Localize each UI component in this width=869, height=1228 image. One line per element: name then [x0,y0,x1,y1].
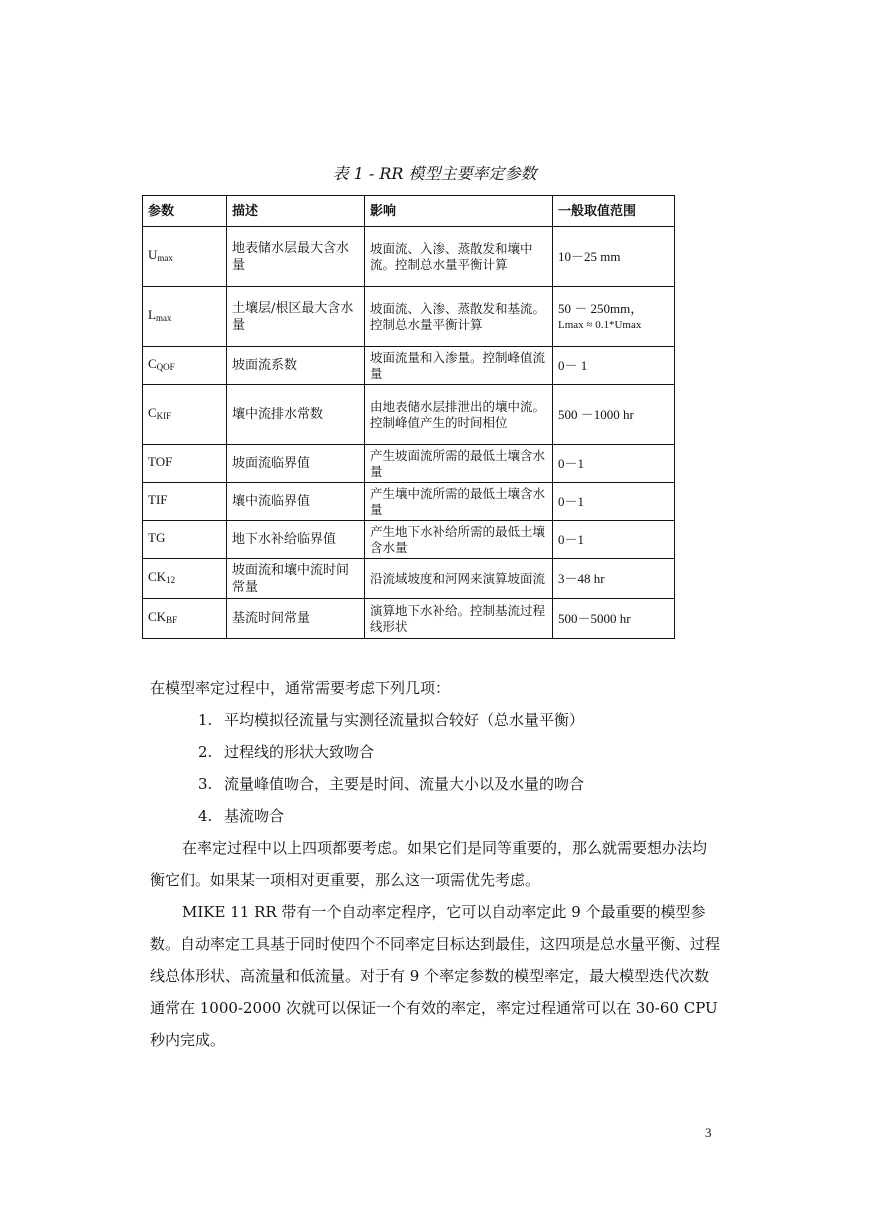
table-row [143,559,675,599]
range-cell [553,445,675,483]
list-number: 2. [198,743,213,761]
param-cell [143,483,227,521]
desc-cell: 坡面流和壤中流时间常量 [227,559,365,599]
range-value: 500 －1000 hr [558,407,634,422]
table-row [143,227,675,287]
table-row [143,385,675,445]
range-note: Lmax ≈ 0.1*Umax [558,318,642,331]
intro-text: 在模型率定过程中，通常需要考虑下列几项： [150,679,451,697]
table-row [143,521,675,559]
range-value: 3－48 hr [558,571,605,586]
range-cell [553,599,675,639]
range-value: 0－1 [558,494,585,509]
effect-cell: 坡面流量和入渗量。控制峰值流量 [365,347,553,385]
param-cell [143,287,227,347]
effect-cell: 演算地下水补给。控制基流过程线形状 [365,599,553,639]
param-symbol: U [148,247,158,262]
list-number: 4. [198,807,213,825]
param-subscript: max [157,253,173,263]
range-value: 10－25 mm [558,249,621,264]
desc-cell: 基流时间常量 [227,599,365,639]
param-symbol: CK [148,609,167,624]
param-cell [143,227,227,287]
header-param: 参数 [143,196,227,227]
range-cell [553,287,675,347]
effect-cell: 产生坡面流所需的最低土壤含水量 [365,445,553,483]
param-subscript: 12 [166,575,176,585]
range-value: 0－1 [558,456,585,471]
desc-cell: 土壤层/根区最大含水量 [227,287,365,347]
range-cell [553,227,675,287]
range-value: 50 － 250mm， [558,300,644,316]
list-text: 基流吻合 [224,807,285,825]
param-subscript: QOF [156,362,175,372]
effect-cell: 沿流域坡度和河网来演算坡面流 [365,559,553,599]
header-effect: 影响 [365,196,553,227]
table-row [143,483,675,521]
param-cell [143,559,227,599]
table-caption: 表 1 - RR 模型主要率定参数 [332,164,537,183]
list-text: 平均模拟径流量与实测径流量拟合较好（总水量平衡） [224,711,585,729]
param-cell [143,445,227,483]
param-subscript: max [155,313,172,323]
desc-cell: 壤中流临界值 [227,483,365,521]
table-row [143,445,675,483]
paragraph-autocalibration: MIKE 11 RR 带有一个自动率定程序，它可以自动率定此 9 个最重要的模型参数。自动率定工具基于同时使四个不同率定目标达到最佳，这四项是总水量平衡、过程线总体形状、高流量和低流量。对于有 9 个率定参数的模型率定，最大模型迭代次数通常在 1000-2000 次就可以保证一个有效的率定，率定过程通常可以在 30-60 CPU 秒内完成。 [150,903,721,1049]
param-symbol: L [148,307,156,322]
effect-cell: 坡面流、入渗、蒸散发和基流。控制总水量平衡计算 [365,287,553,347]
table-row [143,599,675,639]
desc-cell: 地下水补给临界值 [227,521,365,559]
range-value: 500－5000 hr [558,611,631,626]
range-cell [553,559,675,599]
list-number: 1. [198,711,213,729]
list-number: 3. [198,775,213,793]
param-cell [143,347,227,385]
table-row [143,347,675,385]
param-subscript: KIF [156,411,172,421]
list-item [198,800,284,832]
effect-cell: 产生壤中流所需的最低土壤含水量 [365,483,553,521]
param-symbol: TIF [148,492,168,507]
desc-cell: 地表储水层最大含水量 [227,227,365,287]
range-cell [553,521,675,559]
table-header-row [143,196,675,227]
param-cell [143,385,227,445]
list-text: 过程线的形状大致吻合 [224,743,375,761]
effect-cell: 由地表储水层排泄出的壤中流。控制峰值产生的时间相位 [365,385,553,445]
param-symbol: C [148,405,157,420]
header-range: 一般取值范围 [553,196,675,227]
page-number: 3 [705,1125,712,1140]
list-text: 流量峰值吻合，主要是时间、流量大小以及水量的吻合 [224,775,585,793]
param-subscript: BF [166,615,178,625]
desc-cell: 坡面流系数 [227,347,365,385]
range-value: 0－ 1 [558,358,588,373]
paragraph-balance: 在率定过程中以上四项都要考虑。如果它们是同等重要的，那么就需要想办法均衡它们。如果某一项相对更重要，那么这一项需优先考虑。 [150,839,708,889]
header-desc: 描述 [227,196,365,227]
param-symbol: TOF [148,454,173,469]
param-symbol: TG [148,530,166,545]
param-symbol: CK [148,569,167,584]
param-symbol: C [148,356,157,371]
range-value: 0－1 [558,532,585,547]
param-cell [143,521,227,559]
desc-cell: 壤中流排水常数 [227,385,365,445]
range-cell [553,347,675,385]
list-item [198,736,374,768]
list-item [198,704,584,736]
table-body [143,227,675,639]
desc-cell: 坡面流临界值 [227,445,365,483]
range-cell [553,483,675,521]
parameter-table [142,195,675,639]
table-row [143,287,675,347]
range-cell [553,385,675,445]
effect-cell: 产生地下水补给所需的最低土壤含水量 [365,521,553,559]
param-cell [143,599,227,639]
list-item [198,768,584,800]
effect-cell: 坡面流、入渗、蒸散发和壤中流。控制总水量平衡计算 [365,227,553,287]
